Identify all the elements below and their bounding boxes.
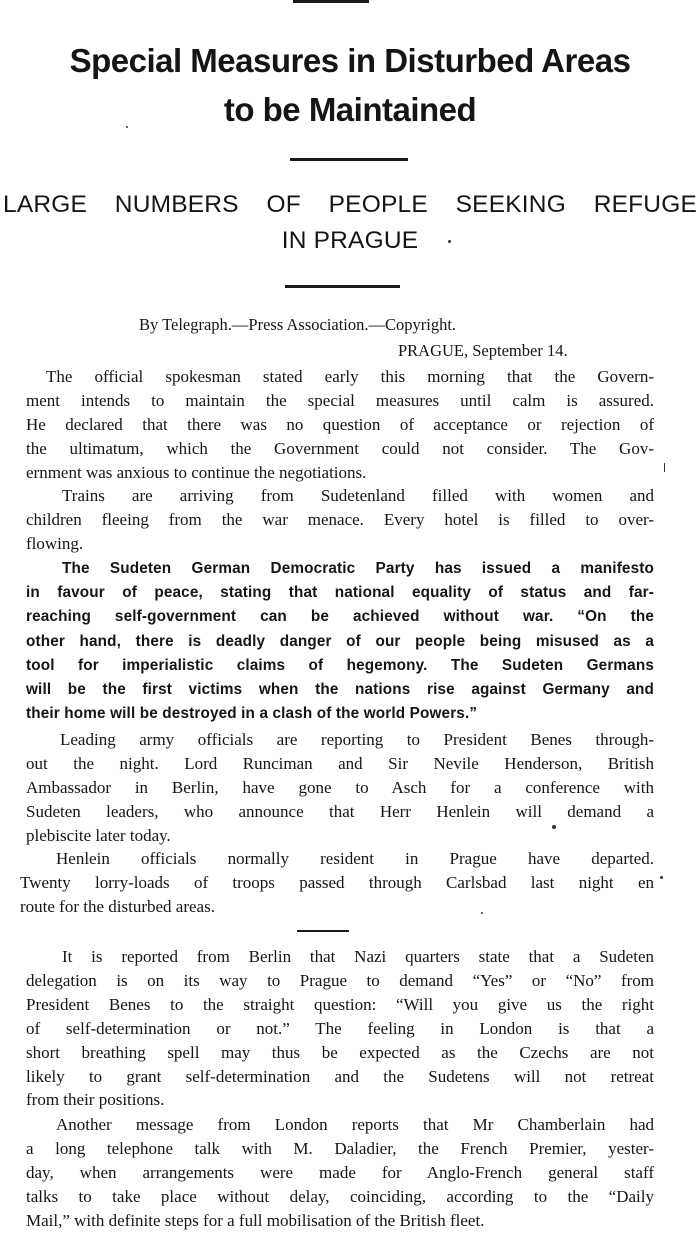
dateline: PRAGUE, September 14. xyxy=(398,341,568,360)
headline-line-1: Special Measures in Disturbed Areas xyxy=(69,42,631,79)
paragraph-line: flowing. xyxy=(26,533,84,553)
paragraph-line: children fleeing from the war menace. Every hotel is filled to over- xyxy=(26,509,654,529)
paragraph-line: the ultimatum, which the Government could not consider. The Gov- xyxy=(26,438,654,458)
subhead-line-2: IN PRAGUE xyxy=(281,227,419,254)
paragraph-line: in favour of peace, stating that national equality of status and far- xyxy=(26,584,654,602)
print-speck xyxy=(448,240,451,243)
paragraph-line: short breathing spell may thus be expected as the Czechs are not xyxy=(26,1042,654,1062)
paragraph-line: of self-determination or not.” The feeling in London is that a xyxy=(26,1018,654,1038)
paragraph-line: Sudeten leaders, who announce that Herr Henlein will demand a xyxy=(26,801,654,821)
paragraph-line: delegation is on its way to Prague to demand “Yes” or “No” from xyxy=(26,970,654,990)
paragraph-line: route for the disturbed areas. xyxy=(20,896,215,916)
paragraph-2 xyxy=(26,484,654,556)
byline: By Telegraph.—Press Association.—Copyright. xyxy=(139,315,457,334)
headline-line-2: to be Maintained xyxy=(223,91,477,128)
section-rule xyxy=(297,930,349,932)
paragraph-line: their home will be destroyed in a clash of the world Powers.” xyxy=(26,705,478,723)
paragraph-line: Henlein officials normally resident in Prague have departed. xyxy=(56,849,654,868)
print-speck xyxy=(664,463,665,472)
print-speck xyxy=(552,825,556,829)
paragraph-line: a long telephone talk with M. Daladier, the French Premier, yester- xyxy=(26,1138,654,1158)
paragraph-7 xyxy=(26,1113,654,1233)
subhead xyxy=(3,187,697,259)
paragraph-3 xyxy=(26,557,654,726)
paragraph-line: ment intends to maintain the special measures until calm is assured. xyxy=(26,390,654,410)
paragraph-5 xyxy=(20,847,654,919)
paragraph-6 xyxy=(26,945,654,1112)
paragraph-line: Twenty lorry-loads of troops passed through Carlsbad last night en xyxy=(20,872,654,892)
paragraph-line: other hand, there is deadly danger of our people being misused as a xyxy=(26,632,654,650)
paragraph-line: will be the first victims when the nations rise against Germany and xyxy=(26,681,654,699)
paragraph-line: from their positions. xyxy=(26,1090,165,1110)
paragraph-line: talks to take place without delay, coinciding, according to the “Daily xyxy=(26,1186,654,1206)
paragraph-line: ernment was anxious to continue the negotiations. xyxy=(26,462,367,482)
paragraph-4 xyxy=(26,728,654,848)
paragraph-line: He declared that there was no question of acceptance or rejection of xyxy=(26,414,654,434)
headline-rule xyxy=(290,158,408,161)
paragraph-line: The Sudeten German Democratic Party has issued a manifesto xyxy=(62,560,654,577)
print-speck xyxy=(481,912,483,914)
paragraph-line: day, when arrangements were made for Anglo-French general staff xyxy=(26,1162,654,1182)
paragraph-line: likely to grant self-determination and the Sudetens will not retreat xyxy=(26,1066,654,1086)
paragraph-1 xyxy=(26,365,654,485)
print-speck xyxy=(660,876,663,879)
paragraph-line: Trains are arriving from Sudetenland filled with women and xyxy=(62,486,654,505)
paragraph-line: Ambassador in Berlin, have gone to Asch for a conference with xyxy=(26,777,654,797)
subhead-rule xyxy=(285,285,400,288)
paragraph-line: The official spokesman stated early this morning that the Govern- xyxy=(46,367,654,386)
paragraph-line: tool for imperialistic claims of hegemony. The Sudeten Germans xyxy=(26,656,654,674)
paragraph-line: reaching self-government can be achieved without war. “On the xyxy=(26,608,654,626)
paragraph-line: Mail,” with definite steps for a full mobilisation of the British fleet. xyxy=(26,1210,485,1230)
paragraph-line: out the night. Lord Runciman and Sir Nevile Henderson, British xyxy=(26,753,654,773)
paragraph-line: President Benes to the straight question: “Will you give us the right xyxy=(26,994,654,1014)
top-rule xyxy=(293,0,369,3)
paragraph-line: Another message from London reports that Mr Chamberlain had xyxy=(56,1115,654,1134)
subhead-line-1: LARGE NUMBERS OF PEOPLE SEEKING REFUGE xyxy=(3,191,697,218)
paragraph-line: plebiscite later today. xyxy=(26,825,171,845)
print-speck xyxy=(126,126,128,128)
paragraph-line: Leading army officials are reporting to President Benes through- xyxy=(60,730,654,749)
paragraph-line: It is reported from Berlin that Nazi quarters state that a Sudeten xyxy=(62,947,654,966)
